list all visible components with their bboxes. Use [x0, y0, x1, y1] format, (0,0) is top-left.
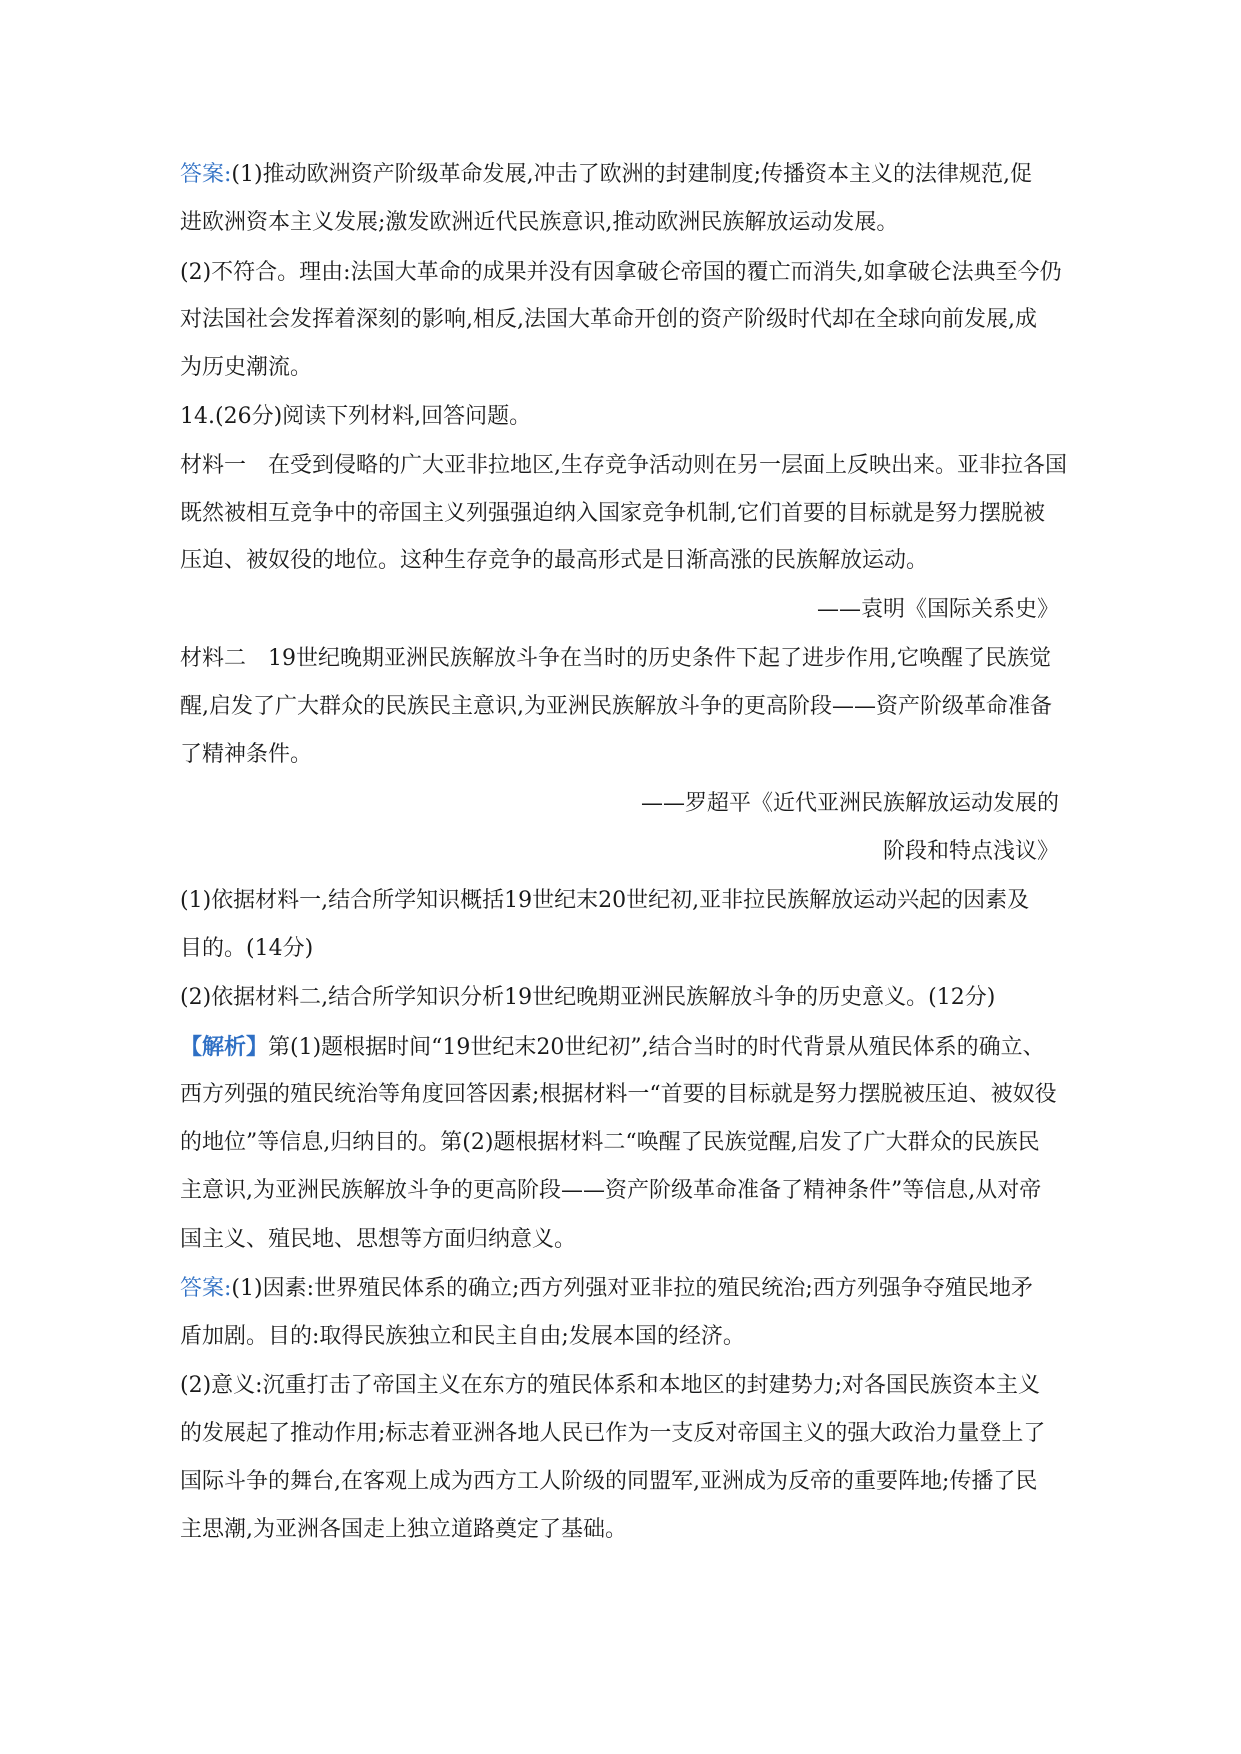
answer-line-4: 的发展起了推动作用;标志着亚洲各地人民已作为一支反对帝国主义的强大政治力量登上了 — [180, 1421, 1046, 1446]
material-2-line-2: 醒,启发了广大群众的民族民主意识,为亚洲民族解放斗争的更高阶段——资产阶级革命准备 — [180, 694, 1052, 719]
prev-answer-line-5: 为历史潮流。 — [180, 355, 313, 380]
answer-line-2: 盾加剧。目的:取得民族独立和民主自由;发展本国的经济。 — [180, 1324, 745, 1349]
analysis-line-3: 的地位”等信息,归纳目的。第(2)题根据材料二“唤醒了民族觉醒,启发了广大群众的民族民 — [180, 1130, 1040, 1155]
answer-line-6: 主思潮,为亚洲各国走上独立道路奠定了基础。 — [180, 1517, 627, 1542]
answer-line-3: (2)意义:沉重打击了帝国主义在东方的殖民体系和本地区的封建势力;对各国民族资本主义 — [180, 1373, 1040, 1398]
answer-label: 答案: — [180, 1276, 232, 1301]
material-1-line-2: 既然被相互竞争中的帝国主义列强强迫纳入国家竞争机制,它们首要的目标就是努力摆脱被 — [180, 501, 1045, 526]
material-2-source-line-1: ——罗超平《近代亚洲民族解放运动发展的 — [640, 791, 1059, 816]
analysis-line-2: 西方列强的殖民统治等角度回答因素;根据材料一“首要的目标就是努力摆脱被压迫、被奴役 — [180, 1082, 1057, 1107]
material-2-line-3: 了精神条件。 — [180, 742, 313, 767]
analysis-label: 【解析】 — [180, 1034, 269, 1060]
answer-label: 答案: — [180, 162, 232, 187]
prev-answer-line-1: 答案:(1)推动欧洲资产阶级革命发展,冲击了欧洲的封建制度;传播资本主义的法律规范,促 — [180, 162, 1032, 187]
sub-question-2: (2)依据材料二,结合所学知识分析19世纪晚期亚洲民族解放斗争的历史意义。(12分) — [180, 985, 996, 1010]
sub-question-1-line-1: (1)依据材料一,结合所学知识概括19世纪末20世纪初,亚非拉民族解放运动兴起的因素及 — [180, 888, 1030, 913]
analysis-line-5: 国主义、殖民地、思想等方面归纳意义。 — [180, 1227, 577, 1252]
sub-question-1-line-2: 目的。(14分) — [180, 936, 314, 961]
material-2-source-line-2: 阶段和特点浅议》 — [882, 839, 1059, 864]
analysis-line-1: 【解析】第(1)题根据时间“19世纪末20世纪初”,结合当时的时代背景从殖民体系的确立、 — [180, 1034, 1045, 1060]
material-1-line-3: 压迫、被奴役的地位。这种生存竞争的最高形式是日渐高涨的民族解放运动。 — [180, 548, 929, 573]
question-14-stem: 14.(26分)阅读下列材料,回答问题。 — [180, 404, 532, 429]
material-2-line-1: 材料二 19世纪晚期亚洲民族解放斗争在当时的历史条件下起了进步作用,它唤醒了民族觉 — [180, 646, 1051, 671]
prev-answer-line-3: (2)不符合。理由:法国大革命的成果并没有因拿破仑帝国的覆亡而消失,如拿破仑法典至今仍 — [180, 260, 1062, 285]
prev-answer-line-4: 对法国社会发挥着深刻的影响,相反,法国大革命开创的资产阶级时代却在全球向前发展,成 — [180, 307, 1037, 332]
analysis-line-4: 主意识,为亚洲民族解放斗争的更高阶段——资产阶级革命准备了精神条件”等信息,从对帝 — [180, 1178, 1042, 1203]
answer-line-1: 答案:(1)因素:世界殖民体系的确立;西方列强对亚非拉的殖民统治;西方列强争夺殖民地矛 — [180, 1276, 1033, 1301]
prev-answer-line-2: 进欧洲资本主义发展;激发欧洲近代民族意识,推动欧洲民族解放运动发展。 — [180, 210, 899, 235]
answer-line-5: 国际斗争的舞台,在客观上成为西方工人阶级的同盟军,亚洲成为反帝的重要阵地;传播了民 — [180, 1469, 1038, 1494]
material-1-line-1: 材料一 在受到侵略的广大亚非拉地区,生存竞争活动则在另一层面上反映出来。亚非拉各国 — [180, 453, 1067, 478]
material-1-source: ——袁明《国际关系史》 — [816, 597, 1059, 622]
